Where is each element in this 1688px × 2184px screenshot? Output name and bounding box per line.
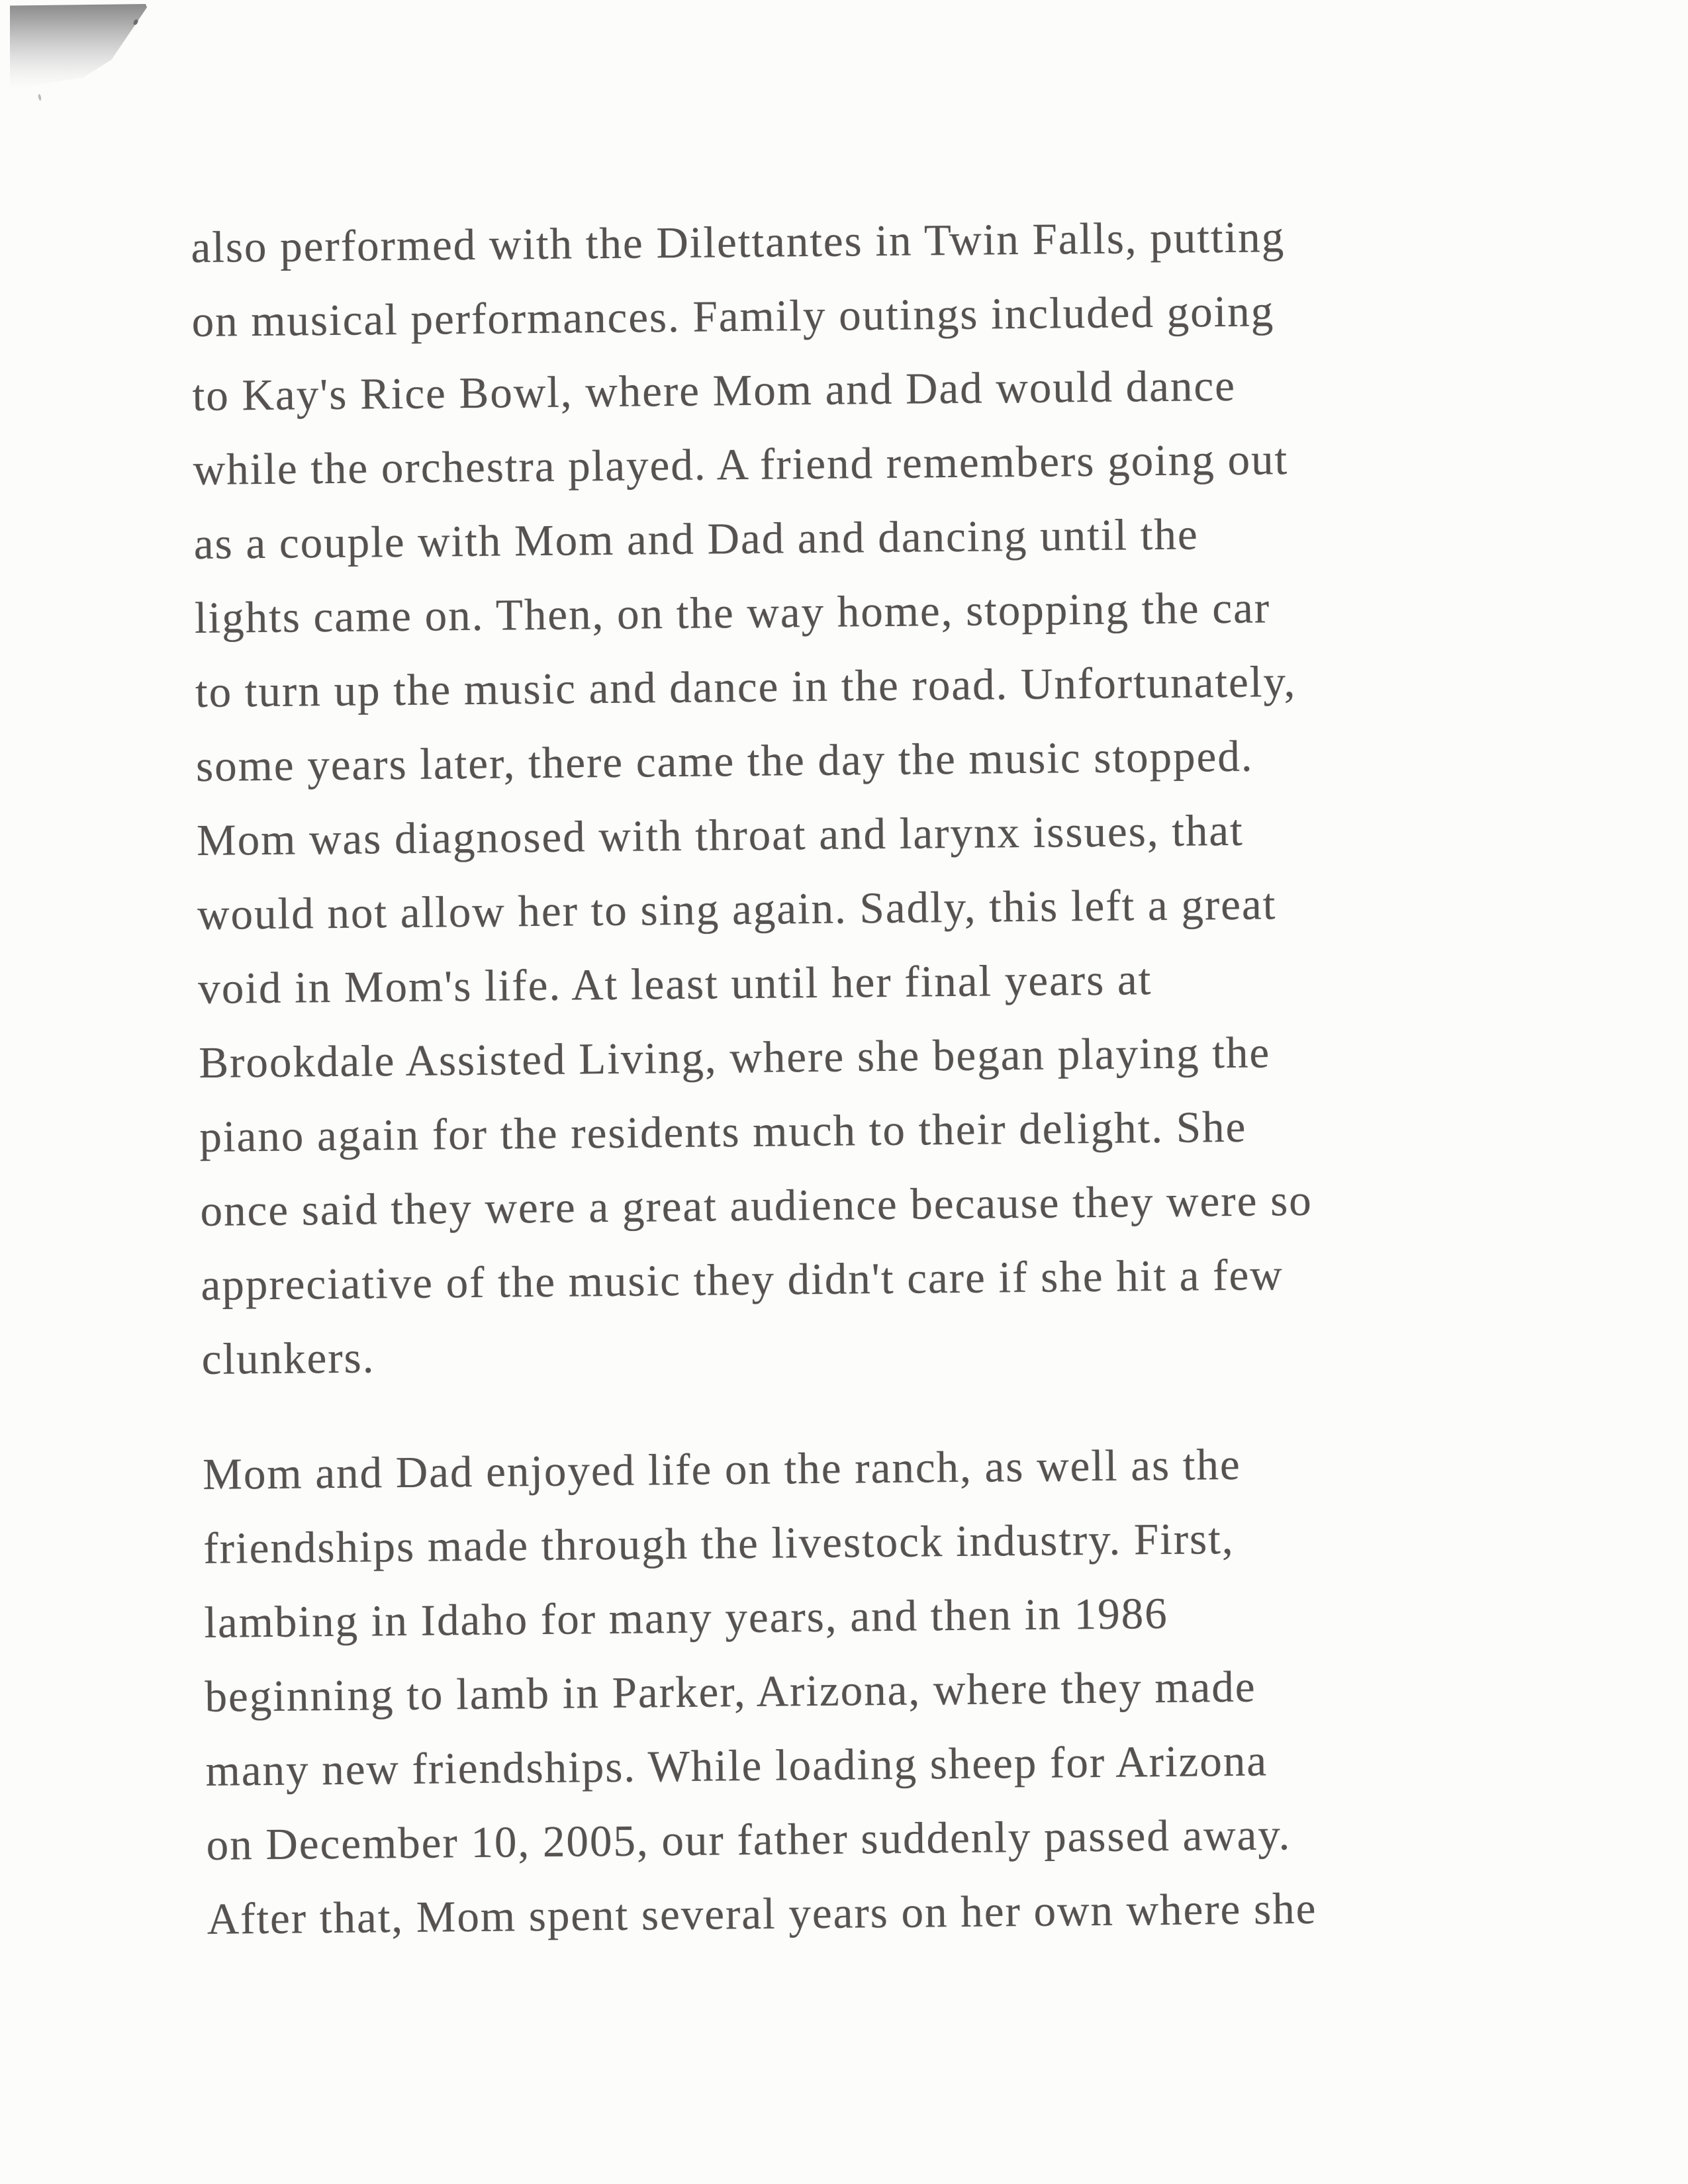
paragraph-ranch-life: Mom and Dad enjoyed life on the ranch, as well as the friendships made through the livestock industry. First, lambing in Idaho for many years, and then in 1986 beginning to lamb in Parker, Arizona, where they made many new friendships. While loading sheep for Arizona on December 10, 2005, our father suddenly passed away. After that, Mom spent several years on her own where she	[202, 1439, 1317, 1944]
scan-speck-small	[38, 94, 42, 101]
scanner-corner-shadow	[10, 4, 147, 89]
paragraph-music-and-dancing: also performed with the Dilettantes in Twin Falls, putting on musical performances. Family outings included going to Kay's Rice Bowl, where Mom and Dad would dance while the orchestra played. A friend remembers going out as a couple with Mom and Dad and dancing until the lights came on. Then, on the way home, stopping the car to turn up the music and dance in the road. Unfortunately, some years later, there came the day the music stopped. Mom was diagnosed with throat and larynx issues, that would not allow her to sing again. Sadly, this left a great void in Mom's life. At least until her final years at Brookdale Assisted Living, where she began playing the piano again for the residents much to their delight. She once said they were a great audience because they were so appreciative of the music they didn't care if she hit a few clunkers.	[191, 212, 1313, 1384]
document-text	[191, 198, 1532, 1997]
